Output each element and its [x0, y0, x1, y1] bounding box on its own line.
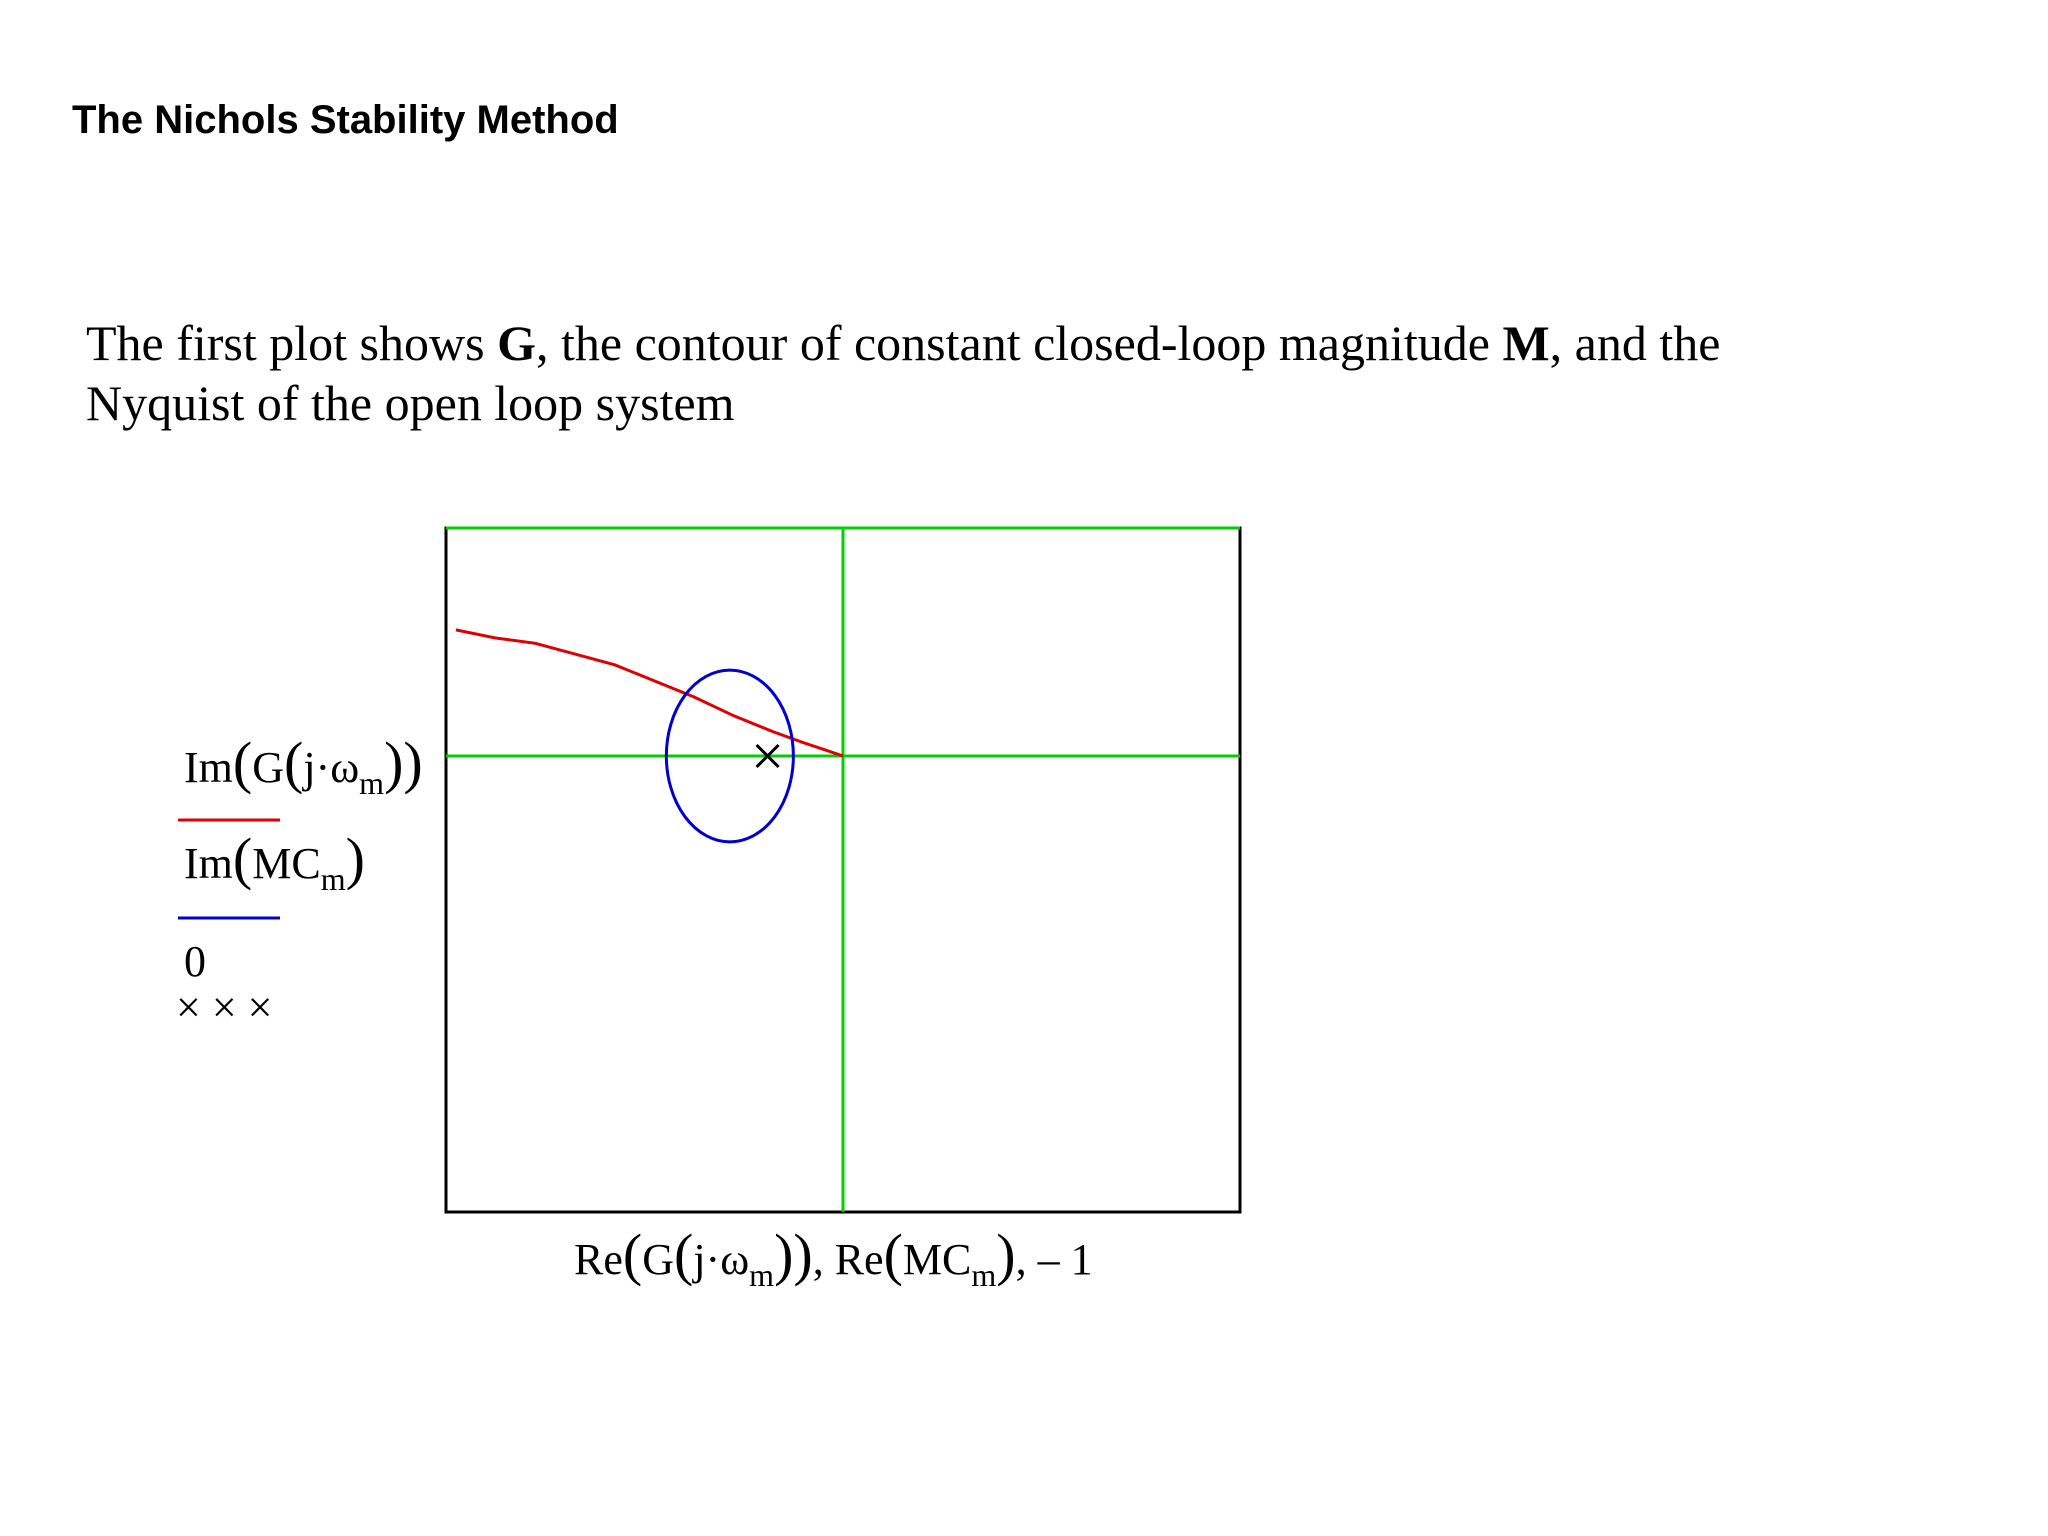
reference-lines: [446, 528, 1240, 1212]
legend-label-nyquist: $Im(G(j\cdot\omega_m))$: [184, 730, 423, 801]
nyquist-line: [456, 630, 843, 756]
description-bold-m: M: [1502, 315, 1550, 371]
legend: [176, 730, 423, 1032]
description-line-2: Nyquist of the open loop system: [86, 375, 735, 431]
page-title: The Nichols Stability Method: [72, 98, 619, 142]
x-axis-label: $Re(G(j\cdot\omega_m))$, $Re(MC_m)$, – 1: [574, 1222, 1093, 1293]
description-suffix: , and the: [1549, 315, 1721, 371]
legend-label-m-circle: $Im(MC_m)$: [184, 826, 365, 897]
legend-markers: × × ×: [176, 983, 273, 1032]
description-bold-g: G: [497, 315, 536, 371]
legend-label-zero: 0: [184, 937, 206, 986]
description-middle: , the contour of constant closed-loop magnitude: [536, 315, 1503, 371]
nyquist-curve: [456, 630, 843, 756]
description-prefix: The first plot shows: [86, 315, 498, 371]
